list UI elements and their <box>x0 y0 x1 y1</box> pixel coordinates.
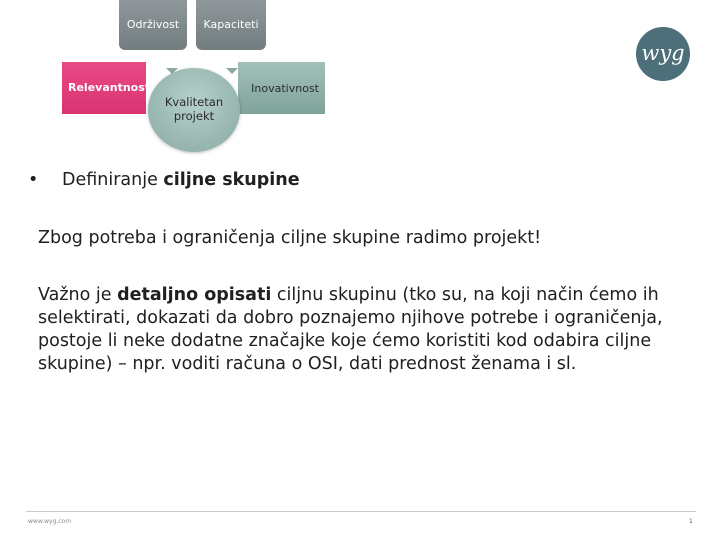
diagram-box-inovativnost <box>238 62 325 114</box>
para2-part1: Važno je <box>38 285 118 305</box>
diagram-box-relevantnost <box>62 62 151 114</box>
inovativnost-label: Inovativnost <box>251 82 319 95</box>
kapaciteti-label: Kapaciteti <box>203 18 259 31</box>
diagram-center-kvalitetan-projekt <box>148 68 240 152</box>
odrzivost-label: Održivost <box>126 18 180 31</box>
bullet-text-bold: ciljne skupine <box>163 170 300 190</box>
page-number: 1 <box>689 518 693 525</box>
relevantnost-label: Relevantnost <box>68 81 151 94</box>
para2-bold: detaljno opisati <box>117 285 272 305</box>
bullet-item <box>28 169 678 192</box>
wyg-logo <box>636 27 690 81</box>
para2-part2: ciljnu skupinu (tko su, na koji način ćemo ih selektirati, dokazati da dobro poznajemo njihove potrebe i ograničenja, postoje li neke dodatne značajke koje ćemo koristiti kod odabira ciljne skupine) – npr. voditi računa o OSI, dati prednost ženama i sl. <box>38 285 663 374</box>
center-label-line2: projekt <box>173 109 215 123</box>
footer-divider <box>26 511 696 512</box>
logo-text: wyg <box>641 41 685 65</box>
diagram-box-kapaciteti <box>196 0 266 50</box>
paragraph-2 <box>38 284 688 376</box>
footer-url: www.wyg.com <box>28 518 72 525</box>
diagram-box-odrzivost <box>119 0 187 50</box>
center-label-line1: Kvalitetan <box>164 95 224 109</box>
arrow-down-icon <box>226 68 238 74</box>
paragraph-1: Zbog potreba i ograničenja ciljne skupine radimo projekt! <box>38 228 542 248</box>
bullet-dot-icon: • <box>28 170 39 190</box>
bullet-text-normal: Definiranje <box>62 170 164 190</box>
